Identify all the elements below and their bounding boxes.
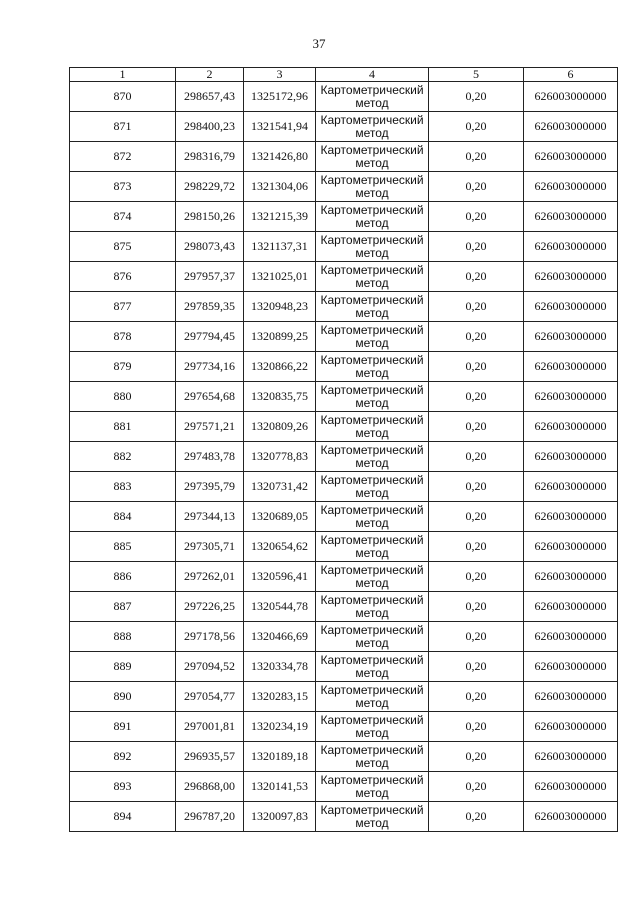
y-coordinate-cell: 1321137,31: [244, 232, 316, 262]
method-line-2: метод: [355, 215, 389, 230]
column-header: 2: [176, 68, 244, 82]
method-cell: [316, 802, 429, 832]
y-coordinate-cell: 1320544,78: [244, 592, 316, 622]
method-cell: [316, 622, 429, 652]
method-cell: [316, 292, 429, 322]
method-cell: [316, 472, 429, 502]
method-cell: [316, 502, 429, 532]
y-coordinate-cell: 1320283,15: [244, 682, 316, 712]
method-line-1: Картометрический: [320, 412, 424, 427]
method-line-2: метод: [355, 455, 389, 470]
table-row: [70, 592, 618, 622]
x-coordinate-cell: 296868,00: [176, 772, 244, 802]
precision-cell: 0,20: [429, 202, 524, 232]
table-row: [70, 562, 618, 592]
point-number-cell: 870: [70, 82, 176, 112]
y-coordinate-cell: 1321541,94: [244, 112, 316, 142]
method-line-2: метод: [355, 95, 389, 110]
point-number-cell: 888: [70, 622, 176, 652]
point-number-cell: 881: [70, 412, 176, 442]
method-line-2: метод: [355, 785, 389, 800]
method-line-2: метод: [355, 515, 389, 530]
y-coordinate-cell: 1320189,18: [244, 742, 316, 772]
point-number-cell: 877: [70, 292, 176, 322]
y-coordinate-cell: 1320948,23: [244, 292, 316, 322]
method-line-1: Картометрический: [320, 292, 424, 307]
method-cell: [316, 562, 429, 592]
y-coordinate-cell: 1320778,83: [244, 442, 316, 472]
method-cell: [316, 82, 429, 112]
point-number-cell: 873: [70, 172, 176, 202]
method-line-1: Картометрический: [320, 172, 424, 187]
method-line-2: метод: [355, 725, 389, 740]
precision-cell: 0,20: [429, 712, 524, 742]
code-cell: 626003000000: [524, 772, 618, 802]
method-line-1: Картометрический: [320, 322, 424, 337]
column-header: 1: [70, 68, 176, 82]
method-line-2: метод: [355, 755, 389, 770]
precision-cell: 0,20: [429, 682, 524, 712]
precision-cell: 0,20: [429, 292, 524, 322]
method-line-2: метод: [355, 155, 389, 170]
method-line-1: Картометрический: [320, 712, 424, 727]
code-cell: 626003000000: [524, 172, 618, 202]
method-line-2: метод: [355, 605, 389, 620]
method-line-2: метод: [355, 695, 389, 710]
page-number: 37: [312, 36, 326, 51]
table-row: [70, 382, 618, 412]
point-number-cell: 879: [70, 352, 176, 382]
method-line-2: метод: [355, 305, 389, 320]
y-coordinate-cell: 1320466,69: [244, 622, 316, 652]
point-number-cell: 889: [70, 652, 176, 682]
point-number-cell: 876: [70, 262, 176, 292]
y-coordinate-cell: 1320654,62: [244, 532, 316, 562]
precision-cell: 0,20: [429, 352, 524, 382]
point-number-cell: 882: [70, 442, 176, 472]
precision-cell: 0,20: [429, 502, 524, 532]
code-cell: 626003000000: [524, 82, 618, 112]
table-row: [70, 532, 618, 562]
point-number-cell: 875: [70, 232, 176, 262]
x-coordinate-cell: 297395,79: [176, 472, 244, 502]
precision-cell: 0,20: [429, 532, 524, 562]
point-number-cell: 878: [70, 322, 176, 352]
x-coordinate-cell: 298400,23: [176, 112, 244, 142]
x-coordinate-cell: 298150,26: [176, 202, 244, 232]
x-coordinate-cell: 297054,77: [176, 682, 244, 712]
x-coordinate-cell: 297794,45: [176, 322, 244, 352]
code-cell: 626003000000: [524, 322, 618, 352]
method-line-2: метод: [355, 275, 389, 290]
table-row: [70, 682, 618, 712]
x-coordinate-cell: 297734,16: [176, 352, 244, 382]
precision-cell: 0,20: [429, 442, 524, 472]
x-coordinate-cell: 297226,25: [176, 592, 244, 622]
method-line-1: Картометрический: [320, 802, 424, 817]
code-cell: 626003000000: [524, 502, 618, 532]
y-coordinate-cell: 1325172,96: [244, 82, 316, 112]
code-cell: 626003000000: [524, 142, 618, 172]
column-header: 3: [244, 68, 316, 82]
x-coordinate-cell: 297262,01: [176, 562, 244, 592]
method-line-1: Картометрический: [320, 652, 424, 667]
method-cell: [316, 322, 429, 352]
code-cell: 626003000000: [524, 652, 618, 682]
precision-cell: 0,20: [429, 652, 524, 682]
table-row: [70, 292, 618, 322]
x-coordinate-cell: 298657,43: [176, 82, 244, 112]
table-row: [70, 202, 618, 232]
column-header: 4: [316, 68, 429, 82]
method-line-1: Картометрический: [320, 472, 424, 487]
point-number-cell: 884: [70, 502, 176, 532]
point-number-cell: 871: [70, 112, 176, 142]
method-line-1: Картометрический: [320, 622, 424, 637]
point-number-cell: 886: [70, 562, 176, 592]
method-line-1: Картометрический: [320, 442, 424, 457]
y-coordinate-cell: 1320689,05: [244, 502, 316, 532]
method-line-2: метод: [355, 245, 389, 260]
method-cell: [316, 742, 429, 772]
x-coordinate-cell: 296935,57: [176, 742, 244, 772]
method-line-1: Картометрический: [320, 112, 424, 127]
method-line-1: Картометрический: [320, 382, 424, 397]
y-coordinate-cell: 1321304,06: [244, 172, 316, 202]
x-coordinate-cell: 297178,56: [176, 622, 244, 652]
method-cell: [316, 112, 429, 142]
y-coordinate-cell: 1320809,26: [244, 412, 316, 442]
method-line-2: метод: [355, 635, 389, 650]
point-number-cell: 883: [70, 472, 176, 502]
method-line-1: Картометрический: [320, 202, 424, 217]
table-row: [70, 322, 618, 352]
table-row: [70, 472, 618, 502]
x-coordinate-cell: 297344,13: [176, 502, 244, 532]
method-cell: [316, 532, 429, 562]
method-line-1: Картометрический: [320, 82, 424, 97]
column-header: 5: [429, 68, 524, 82]
y-coordinate-cell: 1321025,01: [244, 262, 316, 292]
y-coordinate-cell: 1321215,39: [244, 202, 316, 232]
table-row: [70, 802, 618, 832]
method-cell: [316, 352, 429, 382]
precision-cell: 0,20: [429, 772, 524, 802]
precision-cell: 0,20: [429, 142, 524, 172]
method-cell: [316, 382, 429, 412]
table-row: [70, 442, 618, 472]
method-line-1: Картометрический: [320, 772, 424, 787]
code-cell: 626003000000: [524, 352, 618, 382]
table-row: [70, 112, 618, 142]
y-coordinate-cell: 1320596,41: [244, 562, 316, 592]
code-cell: 626003000000: [524, 682, 618, 712]
x-coordinate-cell: 298316,79: [176, 142, 244, 172]
table-row: [70, 712, 618, 742]
y-coordinate-cell: 1321426,80: [244, 142, 316, 172]
table-row: [70, 352, 618, 382]
method-line-2: метод: [355, 815, 389, 830]
code-cell: 626003000000: [524, 532, 618, 562]
table-row: [70, 262, 618, 292]
y-coordinate-cell: 1320141,53: [244, 772, 316, 802]
code-cell: 626003000000: [524, 202, 618, 232]
method-line-2: метод: [355, 425, 389, 440]
code-cell: 626003000000: [524, 592, 618, 622]
method-cell: [316, 772, 429, 802]
x-coordinate-cell: 297001,81: [176, 712, 244, 742]
precision-cell: 0,20: [429, 742, 524, 772]
code-cell: 626003000000: [524, 112, 618, 142]
table-row: [70, 502, 618, 532]
table-row: [70, 82, 618, 112]
x-coordinate-cell: 297571,21: [176, 412, 244, 442]
method-line-1: Картометрический: [320, 682, 424, 697]
method-line-1: Картометрический: [320, 232, 424, 247]
method-line-1: Картометрический: [320, 142, 424, 157]
point-number-cell: 894: [70, 802, 176, 832]
column-header: 6: [524, 68, 618, 82]
method-line-1: Картометрический: [320, 502, 424, 517]
method-line-2: метод: [355, 185, 389, 200]
method-line-2: метод: [355, 125, 389, 140]
table-header-row: [70, 68, 618, 82]
method-line-1: Картометрический: [320, 262, 424, 277]
method-cell: [316, 172, 429, 202]
method-line-1: Картометрический: [320, 352, 424, 367]
precision-cell: 0,20: [429, 412, 524, 442]
method-cell: [316, 262, 429, 292]
y-coordinate-cell: 1320097,83: [244, 802, 316, 832]
table-body: [70, 82, 618, 832]
code-cell: 626003000000: [524, 802, 618, 832]
point-number-cell: 890: [70, 682, 176, 712]
method-line-1: Картометрический: [320, 592, 424, 607]
precision-cell: 0,20: [429, 262, 524, 292]
code-cell: 626003000000: [524, 622, 618, 652]
precision-cell: 0,20: [429, 622, 524, 652]
point-number-cell: 874: [70, 202, 176, 232]
method-cell: [316, 412, 429, 442]
precision-cell: 0,20: [429, 472, 524, 502]
code-cell: 626003000000: [524, 292, 618, 322]
method-line-2: метод: [355, 365, 389, 380]
coordinates-table: [69, 67, 618, 832]
point-number-cell: 893: [70, 772, 176, 802]
method-cell: [316, 232, 429, 262]
y-coordinate-cell: 1320866,22: [244, 352, 316, 382]
method-cell: [316, 682, 429, 712]
point-number-cell: 887: [70, 592, 176, 622]
x-coordinate-cell: 297859,35: [176, 292, 244, 322]
method-cell: [316, 202, 429, 232]
table-row: [70, 412, 618, 442]
y-coordinate-cell: 1320234,19: [244, 712, 316, 742]
point-number-cell: 872: [70, 142, 176, 172]
code-cell: 626003000000: [524, 742, 618, 772]
precision-cell: 0,20: [429, 382, 524, 412]
point-number-cell: 880: [70, 382, 176, 412]
code-cell: 626003000000: [524, 472, 618, 502]
code-cell: 626003000000: [524, 262, 618, 292]
method-line-2: метод: [355, 395, 389, 410]
method-cell: [316, 142, 429, 172]
x-coordinate-cell: 298073,43: [176, 232, 244, 262]
y-coordinate-cell: 1320835,75: [244, 382, 316, 412]
method-cell: [316, 592, 429, 622]
table-row: [70, 172, 618, 202]
code-cell: 626003000000: [524, 562, 618, 592]
method-line-2: метод: [355, 485, 389, 500]
x-coordinate-cell: 297094,52: [176, 652, 244, 682]
y-coordinate-cell: 1320731,42: [244, 472, 316, 502]
y-coordinate-cell: 1320334,78: [244, 652, 316, 682]
precision-cell: 0,20: [429, 802, 524, 832]
y-coordinate-cell: 1320899,25: [244, 322, 316, 352]
method-line-1: Картометрический: [320, 742, 424, 757]
x-coordinate-cell: 297483,78: [176, 442, 244, 472]
precision-cell: 0,20: [429, 592, 524, 622]
precision-cell: 0,20: [429, 82, 524, 112]
table-row: [70, 142, 618, 172]
method-line-2: метод: [355, 665, 389, 680]
point-number-cell: 892: [70, 742, 176, 772]
precision-cell: 0,20: [429, 112, 524, 142]
x-coordinate-cell: 296787,20: [176, 802, 244, 832]
method-cell: [316, 442, 429, 472]
x-coordinate-cell: 297654,68: [176, 382, 244, 412]
method-line-2: метод: [355, 545, 389, 560]
table-row: [70, 742, 618, 772]
code-cell: 626003000000: [524, 442, 618, 472]
x-coordinate-cell: 297305,71: [176, 532, 244, 562]
x-coordinate-cell: 297957,37: [176, 262, 244, 292]
x-coordinate-cell: 298229,72: [176, 172, 244, 202]
table-row: [70, 232, 618, 262]
precision-cell: 0,20: [429, 322, 524, 352]
precision-cell: 0,20: [429, 172, 524, 202]
point-number-cell: 885: [70, 532, 176, 562]
precision-cell: 0,20: [429, 562, 524, 592]
precision-cell: 0,20: [429, 232, 524, 262]
point-number-cell: 891: [70, 712, 176, 742]
method-cell: [316, 712, 429, 742]
method-cell: [316, 652, 429, 682]
method-line-1: Картометрический: [320, 562, 424, 577]
method-line-1: Картометрический: [320, 532, 424, 547]
table-row: [70, 622, 618, 652]
method-line-2: метод: [355, 575, 389, 590]
code-cell: 626003000000: [524, 382, 618, 412]
code-cell: 626003000000: [524, 232, 618, 262]
method-line-2: метод: [355, 335, 389, 350]
code-cell: 626003000000: [524, 412, 618, 442]
code-cell: 626003000000: [524, 712, 618, 742]
table-row: [70, 652, 618, 682]
table-row: [70, 772, 618, 802]
